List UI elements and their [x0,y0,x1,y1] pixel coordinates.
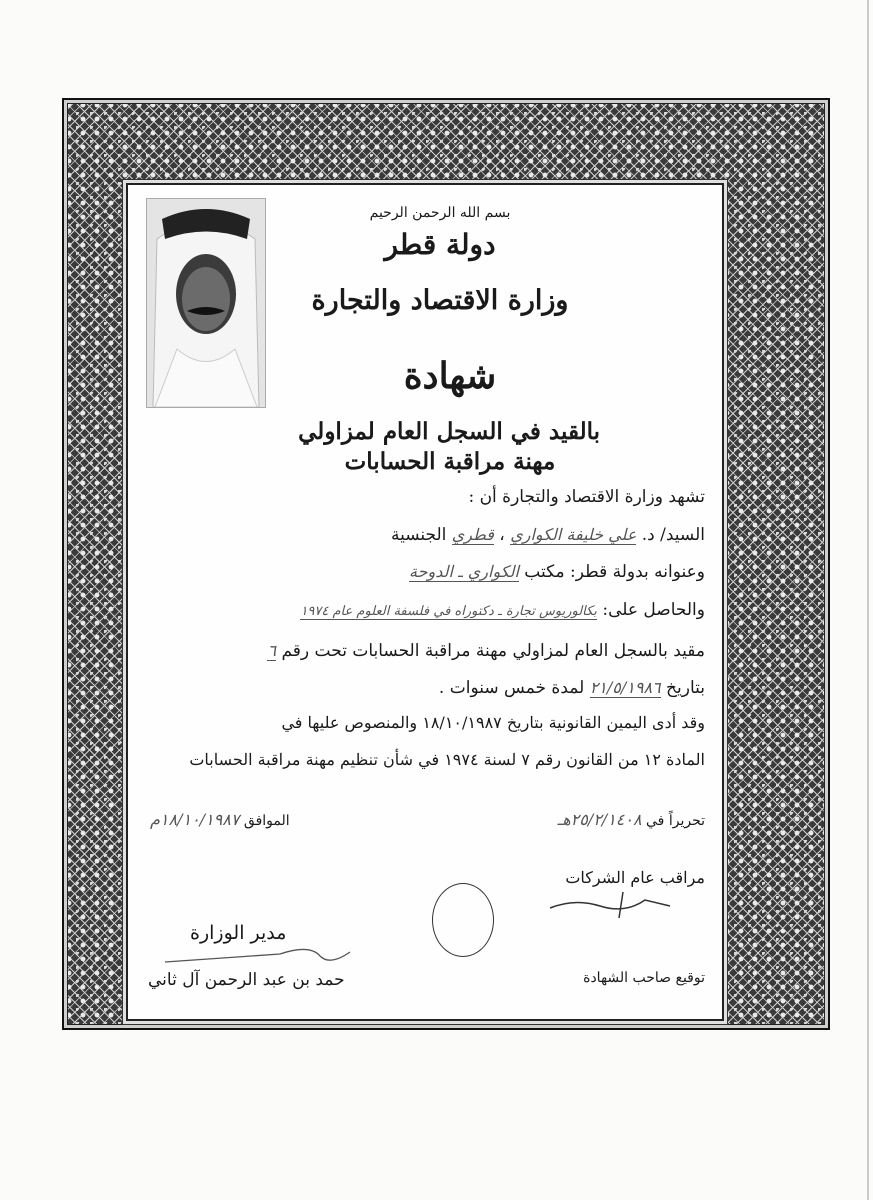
basmala: بسم الله الرحمن الرحيم [369,205,511,221]
director-title: مدير الوزارة [190,922,287,944]
name-prefix: السيد/ د. [641,525,705,545]
qualification-prefix: والحاصل على: [602,600,705,620]
gregorian-label: الموافق [243,813,290,829]
registry-date-line [439,678,705,698]
registry-text: مقيد بالسجل العام لمزاولي مهنة مراقبة الحسابات تحت رقم [281,641,705,661]
issue-date-label: تحريراً في [646,813,705,829]
controller-signature [545,890,675,920]
holder-name: علي خليفة الكواري [510,525,637,544]
intro-line: تشهد وزارة الاقتصاد والتجارة أن : [468,487,705,507]
controller-title: مراقب عام الشركات [565,868,705,887]
office-value: الكواري ـ الدوحة [409,562,519,581]
certificate-title: شهادة [403,355,497,397]
registry-date: ٢١/٥/١٩٨٦ [589,678,661,697]
state-name: دولة قطر [384,228,496,261]
registry-number: ٦ [267,641,277,660]
issue-date-hijri: ٢٥/٢/١٤٠٨هـ [557,810,642,829]
law-line: المادة ١٢ من القانون رقم ٧ لسنة ١٩٧٤ في شأن تنظيم مهنة مراقبة الحسابات [189,750,705,769]
gregorian-date [150,810,290,829]
ministry-name: وزارة الاقتصاد والتجارة [311,285,569,316]
gregorian-value: ١٨/١٠/١٩٨٧م [150,810,240,829]
registry-line [267,641,705,661]
director-signature [160,940,360,970]
official-seal [432,883,494,957]
address-line [409,562,705,582]
oath-line: وقد أدى اليمين القانونية بتاريخ ١٨/١٠/١٩٨٧ والمنصوص عليها في [281,713,705,732]
certificate-subtitle-2: مهنة مراقبة الحسابات [344,448,556,475]
director-name: حمد بن عبد الرحمن آل ثاني [148,970,345,990]
qualification-line [300,600,705,620]
holder-photo [146,198,266,408]
qualification-value: بكالوريوس تجارة ـ دكتوراه في فلسفة العلوم عام ١٩٧٤ [300,604,597,619]
name-line: السيد/ د. علي خليفة الكواري ، قطري الجنسية [390,525,705,545]
holder-signature-label: توقيع صاحب الشهادة [583,970,705,986]
nationality-value: قطري [451,525,494,544]
duration-text: لمدة خمس سنوات . [438,678,585,698]
date-prefix: بتاريخ [666,678,705,698]
issue-date [558,810,706,829]
nationality-label: الجنسية [390,525,447,545]
address-prefix: وعنوانه بدولة قطر: مكتب [524,562,705,582]
certificate-subtitle-1: بالقيد في السجل العام لمزاولي [298,418,600,445]
